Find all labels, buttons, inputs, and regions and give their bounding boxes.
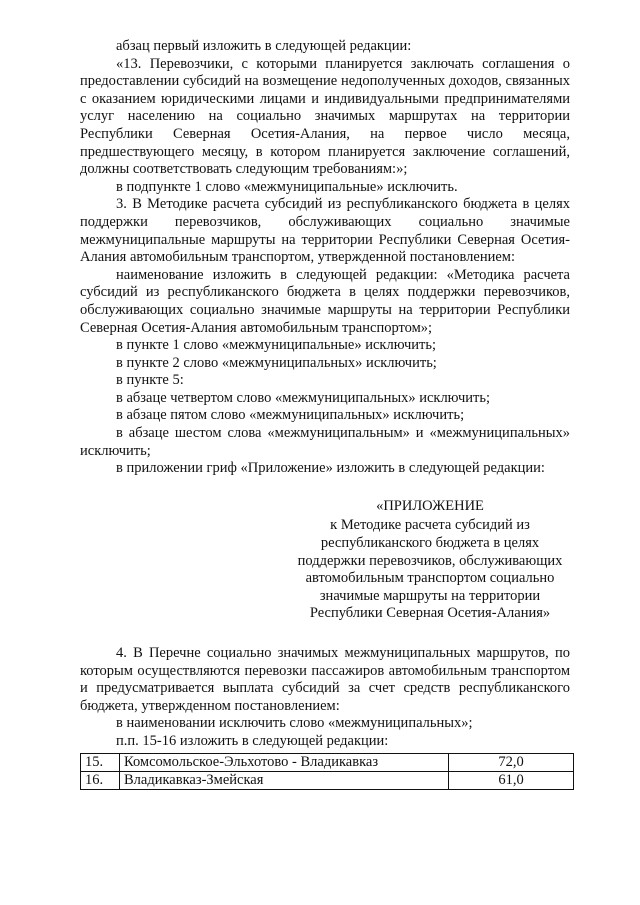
route-value: 61,0 xyxy=(449,771,574,789)
paragraph-14: в наименовании исключить слово «межмуниципальных»; xyxy=(116,715,473,732)
appendix-line: значимые маршруты на территории xyxy=(319,587,541,604)
paragraph-2: «13. Перевозчики, с которыми планируется заключать соглашения о предоставлении субсидий на возмещение недополученных доходов, связанных с оказанием юридическими лицами и индивидуальными предпринимателями услуг населению на социально значимых маршрутах на территории Республики Северная Осетия-Алания, на первое число месяца, предшествующего месяцу, в котором планируется заключение соглашений, должны соответствовать следующим требованиям:»; xyxy=(80,55,570,178)
table-row xyxy=(81,753,574,771)
appendix-line: автомобильным транспортом социально xyxy=(305,570,555,587)
paragraph-4: 3. В Методике расчета субсидий из республиканского бюджета в целях поддержки перевозчиков, обслуживающих социально значимые межмуниципальные маршруты на территории Республики Северная Осетия-Алания автомобильным транспортом, утвержденной постановлением: xyxy=(80,196,570,266)
paragraph-15: п.п. 15-16 изложить в следующей редакции: xyxy=(116,732,389,749)
paragraph-13: 4. В Перечне социально значимых межмуниципальных маршрутов, по которым осуществляются перевозки пассажиров автомобильным транспортом и предусматривается выплата субсидий за счет средств республиканского бюджета, утвержденном постановлением: xyxy=(80,645,570,714)
appendix-heading: «ПРИЛОЖЕНИЕ xyxy=(376,497,484,514)
paragraph-12: в приложении гриф «Приложение» изложить в следующей редакции: xyxy=(116,460,545,477)
appendix-line: Республики Северная Осетия-Алания» xyxy=(309,605,551,622)
paragraph-9: в абзаце четвертом слово «межмуниципальных» исключить; xyxy=(116,389,490,406)
table-row xyxy=(81,771,574,789)
route-name: Комсомольское-Эльхотово - Владикавказ xyxy=(120,753,449,771)
paragraph-1: абзац первый изложить в следующей редакции: xyxy=(116,38,412,54)
paragraph-11: в абзаце шестом слова «межмуниципальным» и «межмуниципальных» исключить; xyxy=(80,425,570,459)
paragraph-6: в пункте 1 слово «межмуниципальные» исключить; xyxy=(116,337,437,354)
paragraph-8: в пункте 5: xyxy=(116,372,184,389)
paragraph-3: в подпункте 1 слово «межмуниципальные» исключить. xyxy=(116,178,458,195)
document-body xyxy=(80,38,570,790)
routes-table xyxy=(80,753,574,790)
route-number: 16. xyxy=(81,771,120,789)
appendix-line: к Методике расчета субсидий из xyxy=(330,517,530,534)
paragraph-7: в пункте 2 слово «межмуниципальных» исключить; xyxy=(116,354,437,371)
paragraph-5: наименование изложить в следующей редакции: «Методика расчета субсидий из республиканского бюджета в целях поддержки перевозчиков, обслуживающих социально значимые маршруты на территории Республики Северная Осетия-Алания автомобильным транспортом»; xyxy=(80,266,570,336)
route-number: 15. xyxy=(81,753,120,771)
appendix-line: республиканского бюджета в целях xyxy=(320,535,540,552)
route-value: 72,0 xyxy=(449,753,574,771)
appendix-line: поддержки перевозчиков, обслуживающих xyxy=(297,552,563,569)
appendix-stamp xyxy=(290,498,570,623)
route-name: Владикавказ-Змейская xyxy=(120,771,449,789)
paragraph-10: в абзаце пятом слово «межмуниципальных» исключить; xyxy=(116,407,465,424)
